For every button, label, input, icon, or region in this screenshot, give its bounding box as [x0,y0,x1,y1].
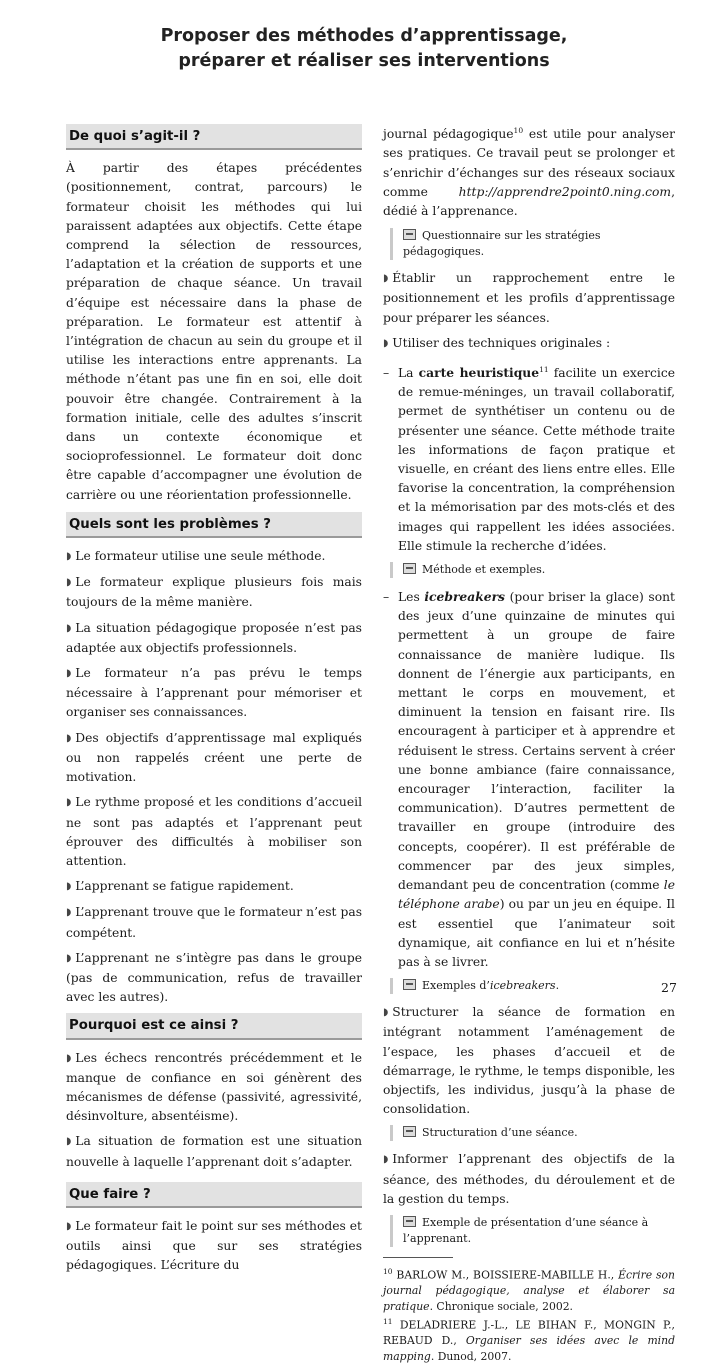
download-icon [403,979,416,990]
left-column [66,124,362,1282]
bullet-marker-icon: ◗ [66,952,72,964]
problem-item: ◗ Le formateur explique plusieurs fois mais toujours de la même manière. [66,575,362,610]
bullet-marker-icon: ◗ [66,622,72,634]
problem-item: ◗ Le formateur n’a pas prévu le temps nécessaire à l’apprenant pour mémoriser et organiser ses connaissances. [66,666,362,720]
title-line-1: Proposer des méthodes d’apprentissage, [160,26,568,46]
bullet-marker-icon: ◗ [66,907,72,919]
bullet-marker-icon: ◗ [66,668,72,680]
bullet-marker-icon: ◗ [66,1136,72,1148]
download-icon [403,1216,416,1227]
technique-item-mindmap: – La carte heuristique$^{11}$ facilite un exercice de remue-méninges, un travail collaboratif, permet de synthétiser un contenu ou de présenter une séance. Cette méthode traite les informations de façon pratique et visuelle, en créant des liens entre elles. Elle favorise la concentration, la compréhension et la mémorisation par des mots-clés et des images qui rappellent les idées associées. Elle stimule la recherche d’idées. [383,364,675,553]
todo-item: ◗ Informer l’apprenant des objectifs de la séance, des méthodes, du déroulement et de la gestion du temps. [383,1152,675,1206]
download-icon [403,563,416,574]
network-link[interactable]: http://apprendre2point0.ning.com [458,184,672,199]
bullet-marker-icon: ◗ [383,273,389,285]
bullet-marker-icon: ◗ [383,1154,389,1166]
bullet-marker-icon: ◗ [66,551,72,563]
journal-paragraph: journal pédagogique$^{10}$ est utile pour analyser ses pratiques. Ce travail peut se prolonger et s’enrichir d’échanges sur des réseaux sociaux comme http://apprendre2point0.ning.com, dédié à l’apprenance. [383,126,676,218]
title-line-2: préparer et réaliser ses interventions [178,51,550,71]
section-heading-why: Pourquoi est ce ainsi ? [66,1013,362,1039]
resource-reference[interactable]: Structuration d’une séance. [390,1125,675,1141]
cause-item: ◗ Les échecs rencontrés précédemment et le manque de confiance en soi génèrent des mécanismes de défense (passivité, agressivité, désinvolture, absentéisme). [66,1050,362,1124]
todo-item: ◗ Le formateur fait le point sur ses méthodes et outils ainsi que sur ses stratégies pédagogiques. L’écriture du [66,1218,362,1273]
technique-item-icebreakers: – Les icebreakers (pour briser la glace) sont des jeux d’une quinzaine de minutes qui permettent à un groupe de faire connaissance de manière ludique. Ils donnent de l’énergie aux participants, en mettant le corps en mouvement, et diminuent la tension en faisant rire. Ils encouragent à participer et à apprendre et réduisent le stress. Certains servent à créer une bonne ambiance (faire connaissance, encourager l’interaction, faciliter la communication). D’autres permettent de travailler en groupe (introduire des concepts, coopérer). Il est préférable de commencer par des jeux simples, demandant peu de concentration (comme le téléphone arabe) ou par un jeu en équipe. Il est essentiel que l’animateur soit dynamique, ait confiance en lui et n’hésite pas à se livrer. [383,589,675,969]
todo-item: ◗ Établir un rapprochement entre le positionnement et les profils d’apprentissage pour préparer les séances. [383,271,675,325]
section-heading-problems: Quels sont les problèmes ? [66,512,362,538]
problem-item: ◗ L’apprenant ne s’intègre pas dans le groupe (pas de communication, refus de travailler avec les autres). [66,950,362,1005]
bullet-marker-icon: ◗ [66,732,72,744]
section-heading-todo: Que faire ? [66,1182,362,1208]
bullet-marker-icon: ◗ [66,881,72,893]
section-heading-what: De quoi s’agit-il ? [66,124,362,150]
problem-item: ◗ L’apprenant se fatigue rapidement. [66,877,362,897]
todo-item: ◗ Structurer la séance de formation en intégrant notamment l’aménagement de l’espace, les phases d’accueil et de démarrage, le rythme, le temps disponible, les objectifs, les individus, jusqu’à la phase de consolidation. [383,1005,675,1117]
page-title [0,24,728,74]
resource-reference[interactable]: Exemples d’icebreakers. [390,978,675,994]
problem-item: ◗ Le rythme proposé et les conditions d’accueil ne sont pas adaptés et l’apprenant peut éprouver des difficultés à mobiliser son attention. [66,795,362,868]
footnote-10: $^{10}$ BARLOW M., BOISSIERE-MABILLE H., Écrire son journal pédagogique, analyse et élaborer sa pratique. Chronique sociale, 2002. [383,1266,675,1313]
problem-item: ◗ Le formateur utilise une seule méthode. [66,547,362,567]
page-number: 27 [661,980,677,995]
bullet-marker-icon: ◗ [66,1220,72,1232]
download-icon [403,1126,416,1137]
bullet-marker-icon: ◗ [383,1007,389,1019]
bullet-marker-icon: ◗ [383,337,389,349]
bullet-marker-icon: ◗ [66,1052,72,1064]
problem-item: ◗ L’apprenant trouve que le formateur n’est pas compétent. [66,905,362,940]
problem-item: ◗ Des objectifs d’apprentissage mal expliqués ou non rappelés créent une perte de motivation. [66,730,362,785]
resource-reference[interactable]: Questionnaire sur les stratégies pédagogiques. [390,228,675,260]
right-column [383,121,675,1364]
download-icon [403,229,416,240]
footnote-11: $^{11}$ DELADRIERE J.-L., LE BIHAN F., MONGIN P., REBAUD D., Organiser ses idées avec le mind mapping. Dunod, 2007. [383,1317,675,1363]
bullet-marker-icon: ◗ [66,797,72,809]
problem-item: ◗ La situation pédagogique proposée n’est pas adaptée aux objectifs professionnels. [66,620,362,655]
todo-item: ◗ Utiliser des techniques originales : [383,334,675,354]
cause-item: ◗ La situation de formation est une situation nouvelle à laquelle l’apprenant doit s’adapter. [66,1134,362,1169]
footnote-rule [383,1257,453,1258]
resource-reference[interactable]: Exemple de présentation d’une séance à l’apprenant. [390,1215,675,1247]
bullet-marker-icon: ◗ [66,577,72,589]
resource-reference[interactable]: Méthode et exemples. [390,562,675,578]
section-text-what: À partir des étapes précédentes (positionnement, contrat, parcours) le formateur choisit les méthodes qui lui paraissent adaptées aux objectifs. Cette étape comprend la sélection de ressources, l’adaptation et la création de supports et une préparation de chaque séance. Un travail d’équipe est nécessaire dans la phase de préparation. Le formateur est attentif à l’intégration de chacun au sein du groupe et il utilise les interactions entre apprenants. La méthode n’étant pas une fin en soi, elle doit pouvoir être changée. Contrairement à la formation initiale, celle des adultes s’inscrit dans un contexte économique et socioprofessionnel. Le formateur doit donc être capable d’accompagner une évolution de carrière ou une réorientation professionnelle. [66,161,362,502]
